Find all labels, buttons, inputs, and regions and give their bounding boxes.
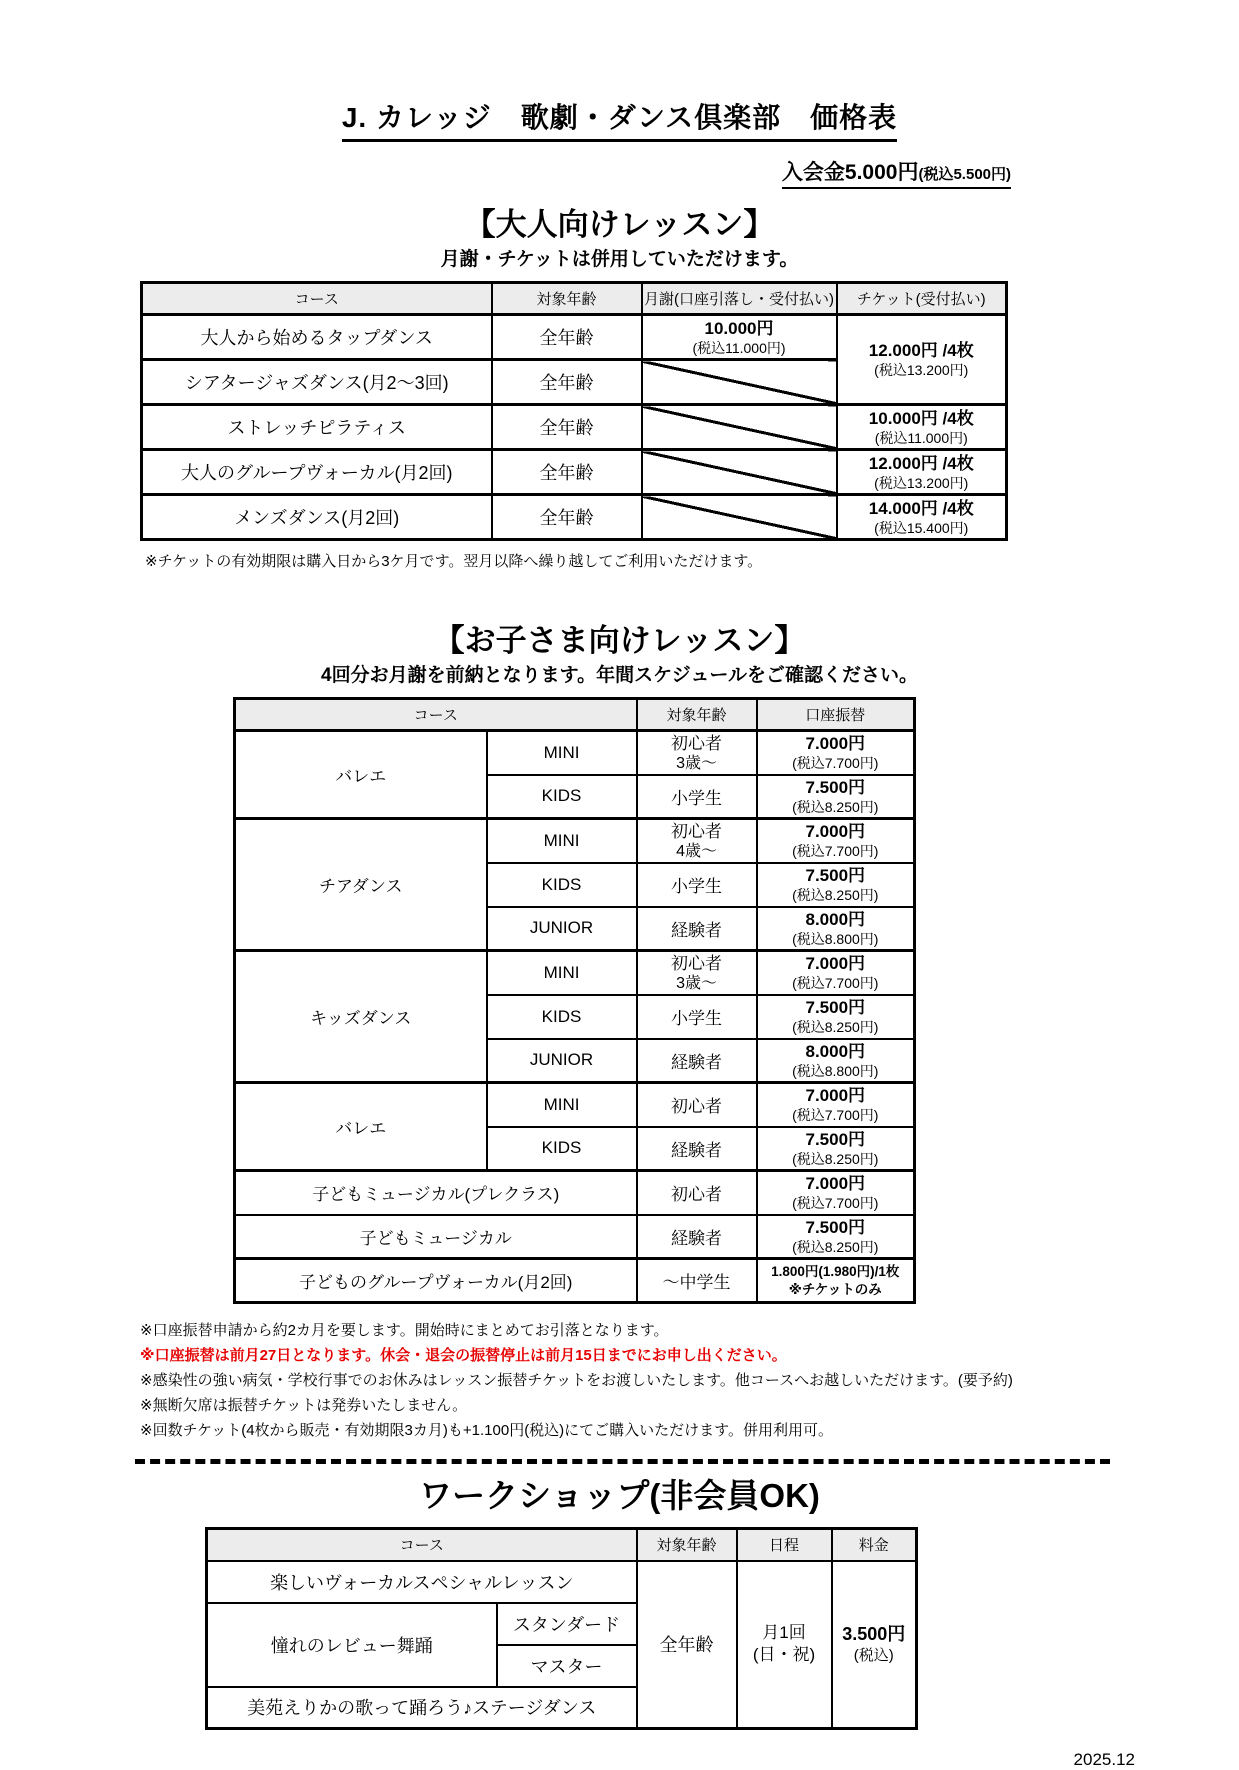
age-cell: 全年齢 <box>492 405 642 450</box>
section-divider <box>135 1459 1110 1464</box>
adult-header-ticket: チケット(受付払い) <box>837 283 1007 315</box>
workshop-header-schedule: 日程 <box>737 1529 832 1561</box>
course-cell: 大人から始めるタップダンス <box>142 315 492 360</box>
workshop-age-cell: 全年齢 <box>637 1561 737 1729</box>
adult-section-subtitle: 月謝・チケットは併用していただけます。 <box>440 249 799 270</box>
age-cell: 初心者 <box>637 1171 757 1215</box>
note-line-red: ※口座振替は前月27日となります。休会・退会の振替停止は前月15日までにお申し出ください。 <box>140 1347 787 1364</box>
workshop-level-cell: スタンダード <box>497 1603 637 1645</box>
kids-lessons-table <box>233 697 916 1304</box>
level-cell: KIDS <box>487 995 637 1039</box>
price-cell: 7.500円 (税込8.250円) <box>757 1127 915 1171</box>
level-cell: JUNIOR <box>487 907 637 951</box>
level-cell: KIDS <box>487 775 637 819</box>
price-cell: 7.500円 (税込8.250円) <box>757 863 915 907</box>
kids-row <box>235 951 915 995</box>
kids-course-name: チアダンス <box>235 819 487 951</box>
ticket-fee-cell <box>837 495 1007 540</box>
course-cell: シアタージャズダンス(月2～3回) <box>142 360 492 405</box>
footer-date: 2025.12 <box>1073 1750 1135 1769</box>
workshop-header-age: 対象年齢 <box>637 1529 737 1561</box>
slash-cell <box>642 360 837 405</box>
age-cell: 経験者 <box>637 1039 757 1083</box>
price-cell: 7.500円 (税込8.250円) <box>757 775 915 819</box>
note-line: ※感染性の強い病気・学校行事でのお休みはレッスン振替チケットをお渡しいたします。他コースへお越しいただけます。(要予約) <box>140 1372 1013 1389</box>
age-cell: 初心者 <box>637 1083 757 1127</box>
adult-row <box>142 315 1007 360</box>
kids-notes <box>140 1318 1239 1443</box>
price-cell: 8.000円 (税込8.800円) <box>757 907 915 951</box>
age-cell: 全年齢 <box>492 450 642 495</box>
kids-header-course: コース <box>235 699 637 731</box>
kids-header-debit: 口座振替 <box>757 699 915 731</box>
workshop-course-name: 美苑えりかの歌って踊ろう♪ステージダンス <box>207 1687 637 1729</box>
workshop-course-name: 楽しいヴォーカルスペシャルレッスン <box>207 1561 637 1603</box>
monthly-price-tax: (税込11.000円) <box>692 339 786 356</box>
ticket-price-tax: (税込13.200円) <box>874 362 969 378</box>
level-cell: MINI <box>487 1083 637 1127</box>
price-cell: 7.000円 (税込7.700円) <box>757 731 915 775</box>
level-cell: MINI <box>487 731 637 775</box>
level-cell: KIDS <box>487 1127 637 1171</box>
kids-section-subtitle: 4回分お月謝を前納となります。年間スケジュールをご確認ください。 <box>321 665 918 686</box>
age-cell: ～中学生 <box>637 1259 757 1303</box>
ticket-price-tax: (税込13.200円) <box>874 474 969 491</box>
ticket-price-tax: (税込15.400円) <box>874 519 969 536</box>
workshop-header-course: コース <box>207 1529 637 1561</box>
kids-header-row <box>235 699 915 731</box>
level-cell: JUNIOR <box>487 1039 637 1083</box>
note-line: ※無断欠席は振替チケットは発券いたしません。 <box>140 1397 468 1414</box>
level-cell: KIDS <box>487 863 637 907</box>
level-cell: MINI <box>487 951 637 995</box>
kids-course-name: バレエ <box>235 1083 487 1171</box>
adult-row <box>142 495 1007 540</box>
price-cell: 7.000円 (税込7.700円) <box>757 951 915 995</box>
kids-course-name: キッズダンス <box>235 951 487 1083</box>
kids-section-title: 【お子さま向けレッスン】 <box>433 623 806 658</box>
workshop-title: ワークショップ(非会員OK) <box>419 1477 820 1514</box>
age-cell: 小学生 <box>637 775 757 819</box>
adult-header-monthly: 月謝(口座引落し・受付払い) <box>642 283 837 315</box>
ticket-price: 10.000円 /4枚 <box>868 408 974 428</box>
course-cell: 大人のグループヴォーカル(月2回) <box>142 450 492 495</box>
workshop-price-cell: 3.500円 (税込) <box>832 1561 917 1729</box>
admission-fee-amount: 入会金5.000円 <box>781 161 919 184</box>
ticket-fee-cell <box>837 450 1007 495</box>
kids-course-name: 子どものグループヴォーカル(月2回) <box>235 1259 637 1303</box>
age-cell: 初心者 3歳～ <box>637 731 757 775</box>
price-cell: 8.000円 (税込8.800円) <box>757 1039 915 1083</box>
price-cell: 7.500円 (税込8.250円) <box>757 1215 915 1259</box>
adult-ticket-note: ※チケットの有効期限は購入日から3ケ月です。翌月以降へ繰り越してご利用いただけます。 <box>145 553 763 570</box>
ticket-price-tax: (税込11.000円) <box>874 429 968 446</box>
age-cell: 全年齢 <box>492 315 642 360</box>
kids-course-name: 子どもミュージカル(プレクラス) <box>235 1171 637 1215</box>
ticket-fee-cell <box>837 315 1007 405</box>
slash-cell <box>642 495 837 540</box>
age-cell: 初心者 3歳～ <box>637 951 757 995</box>
kids-row <box>235 1215 915 1259</box>
kids-row <box>235 819 915 863</box>
price-cell: 7.000円 (税込7.700円) <box>757 1171 915 1215</box>
age-cell: 初心者 4歳～ <box>637 819 757 863</box>
admission-fee-tax: (税込5.500円) <box>918 166 1011 183</box>
adult-row <box>142 405 1007 450</box>
kids-row <box>235 1083 915 1127</box>
workshop-header-price: 料金 <box>832 1529 917 1561</box>
page-title <box>0 96 1239 142</box>
price-cell: 7.000円 (税込7.700円) <box>757 1083 915 1127</box>
monthly-price: 10.000円 <box>704 318 774 338</box>
age-cell: 小学生 <box>637 863 757 907</box>
age-cell: 全年齢 <box>492 495 642 540</box>
age-cell: 経験者 <box>637 907 757 951</box>
kids-header-age: 対象年齢 <box>637 699 757 731</box>
note-line: ※回数チケット(4枚から販売・有効期限3カ月)も+1.100円(税込)にてご購入いただけます。併用利用可。 <box>140 1422 833 1439</box>
workshop-row <box>207 1561 917 1603</box>
ticket-fee-cell <box>837 405 1007 450</box>
ticket-price: 14.000円 /4枚 <box>868 498 974 518</box>
workshop-table <box>205 1527 918 1730</box>
course-cell: ストレッチピラティス <box>142 405 492 450</box>
adult-lessons-table <box>140 281 1008 541</box>
page-title-text: J. カレッジ 歌劇・ダンス倶楽部 価格表 <box>342 96 897 142</box>
note-line: ※口座振替申請から約2カ月を要します。開始時にまとめてお引落となります。 <box>140 1322 669 1339</box>
price-cell: 7.500円 (税込8.250円) <box>757 995 915 1039</box>
age-cell: 経験者 <box>637 1215 757 1259</box>
adult-header-row <box>142 283 1007 315</box>
age-cell: 小学生 <box>637 995 757 1039</box>
price-cell: 1.800円(1.980円)/1枚 ※チケットのみ <box>757 1259 915 1303</box>
workshop-schedule-cell: 月1回 (日・祝) <box>737 1561 832 1729</box>
age-cell: 経験者 <box>637 1127 757 1171</box>
adult-section-title: 【大人向けレッスン】 <box>464 207 775 242</box>
ticket-price: 12.000円 /4枚 <box>868 453 974 473</box>
course-cell: メンズダンス(月2回) <box>142 495 492 540</box>
level-cell: MINI <box>487 819 637 863</box>
slash-cell <box>642 405 837 450</box>
slash-cell <box>642 450 837 495</box>
monthly-fee-cell <box>642 315 837 360</box>
age-cell: 全年齢 <box>492 360 642 405</box>
adult-row <box>142 450 1007 495</box>
kids-row <box>235 731 915 775</box>
kids-row <box>235 1259 915 1303</box>
workshop-level-cell: マスター <box>497 1645 637 1687</box>
kids-course-name: バレエ <box>235 731 487 819</box>
kids-row <box>235 1171 915 1215</box>
kids-course-name: 子どもミュージカル <box>235 1215 637 1259</box>
ticket-price: 12.000円 /4枚 <box>868 341 974 360</box>
workshop-header-row <box>207 1529 917 1561</box>
adult-header-course: コース <box>142 283 492 315</box>
workshop-course-name: 憧れのレビュー舞踊 <box>207 1603 497 1687</box>
price-cell: 7.000円 (税込7.700円) <box>757 819 915 863</box>
adult-header-age: 対象年齢 <box>492 283 642 315</box>
admission-fee <box>0 156 1011 189</box>
